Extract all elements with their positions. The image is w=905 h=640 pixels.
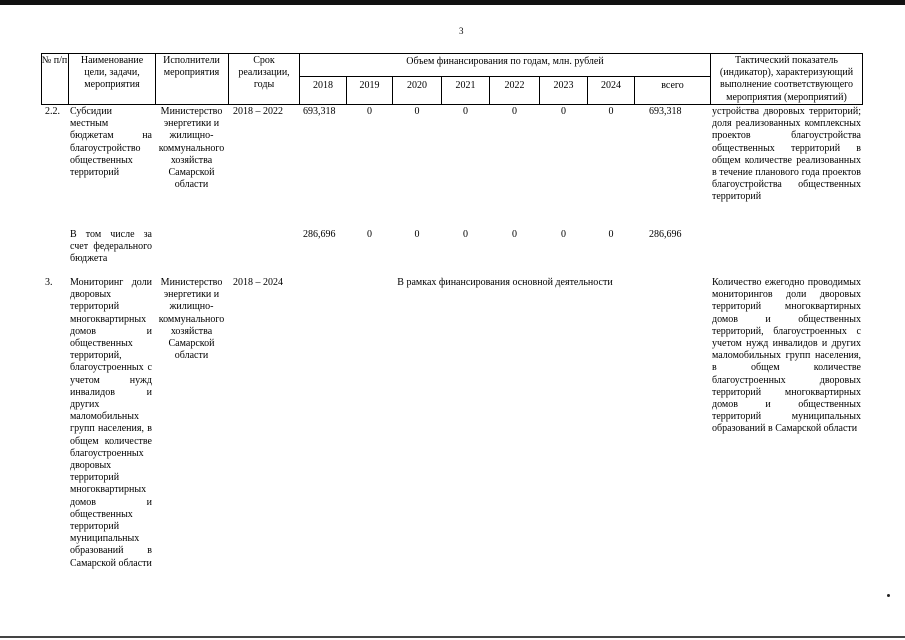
row-indicator: устройства дворовых территорий; доля реализованных комплексных проектов благоустройства общественных территорий в общем количестве реализованных в течение планового года проектов благоустройства общественных территорий (712, 106, 861, 203)
value-2019: 0 (367, 106, 372, 117)
federal-value-2018: 286,696 (303, 229, 336, 240)
row-executors: Министерство энергетики и жилищно-коммунального хозяйства Самарской области (158, 106, 225, 191)
header-term: Срок реализации, годы (238, 55, 290, 91)
federal-value-total: 286,696 (649, 229, 682, 240)
value-2023: 0 (561, 106, 566, 117)
federal-value-2023: 0 (561, 229, 566, 240)
header-year: 2024 (601, 80, 621, 91)
row-executors: Министерство энергетики и жилищно-коммунального хозяйства Самарской области (158, 277, 225, 362)
header-executors: Исполнители мероприятия (163, 55, 220, 79)
scan-bottom-border (0, 636, 905, 638)
row-name: Мониторинг доли дворовых территорий многоквартирных домов и общественных территорий, благоустроенных с учетом нужд инвалидов и других маломобильных групп населения, в общем количестве благоустроенных дворовых территорий многоквартирных домов и общественных территорий муниципальных образований в Самарской области (70, 277, 152, 569)
header-name: Наименование цели, задачи, мероприятия (80, 55, 144, 91)
row-indicator: Количество ежегодно проводимых мониторингов доли дворовых территорий многоквартирных домов и общественных территорий, благоустроенных с учетом нужд инвалидов и других маломобильных групп населения, в общем количестве благоустроенных дворовых территорий многоквартирных домов и общественных территорий муниципальных образований в Самарской области (712, 277, 861, 435)
row-term: 2018 – 2024 (233, 277, 283, 288)
row-number: 3. (45, 277, 53, 288)
value-2024: 0 (608, 106, 614, 117)
header-year: 2022 (504, 80, 525, 91)
row-name-federal: В том числе за счет федерального бюджета (70, 229, 152, 265)
header-year: 2018 (313, 80, 333, 91)
federal-value-2024: 0 (608, 229, 614, 240)
row-number: 2.2. (45, 106, 60, 117)
row-term: 2018 – 2022 (233, 106, 283, 117)
header-year: 2019 (359, 80, 380, 91)
value-2022: 0 (512, 106, 517, 117)
scan-speck (887, 594, 890, 597)
header-year: 2021 (455, 80, 476, 91)
header-indicator: Тактический показатель (индикатор), характеризующий выполнение соответствующего мероприятия (мероприятий) (719, 55, 854, 103)
funding-note: В рамках финансирования основной деятельности (397, 277, 613, 288)
header-num: № п/п (41, 55, 68, 66)
scan-top-border (0, 0, 905, 5)
federal-value-2021: 0 (463, 229, 468, 240)
value-total: 693,318 (649, 106, 682, 117)
header-total: всего (661, 80, 684, 91)
value-2020: 0 (414, 106, 420, 117)
header-year: 2023 (553, 80, 574, 91)
federal-value-2019: 0 (367, 229, 372, 240)
federal-value-2022: 0 (512, 229, 517, 240)
header-year: 2020 (407, 80, 427, 91)
header-funding: Объем финансирования по годам, млн. рублей (406, 56, 604, 67)
page-number: 3 (459, 26, 464, 36)
federal-value-2020: 0 (414, 229, 420, 240)
row-name: Субсидии местным бюджетам на благоустройство общественных территорий (70, 106, 152, 179)
value-2021: 0 (463, 106, 468, 117)
value-2018: 693,318 (303, 106, 336, 117)
